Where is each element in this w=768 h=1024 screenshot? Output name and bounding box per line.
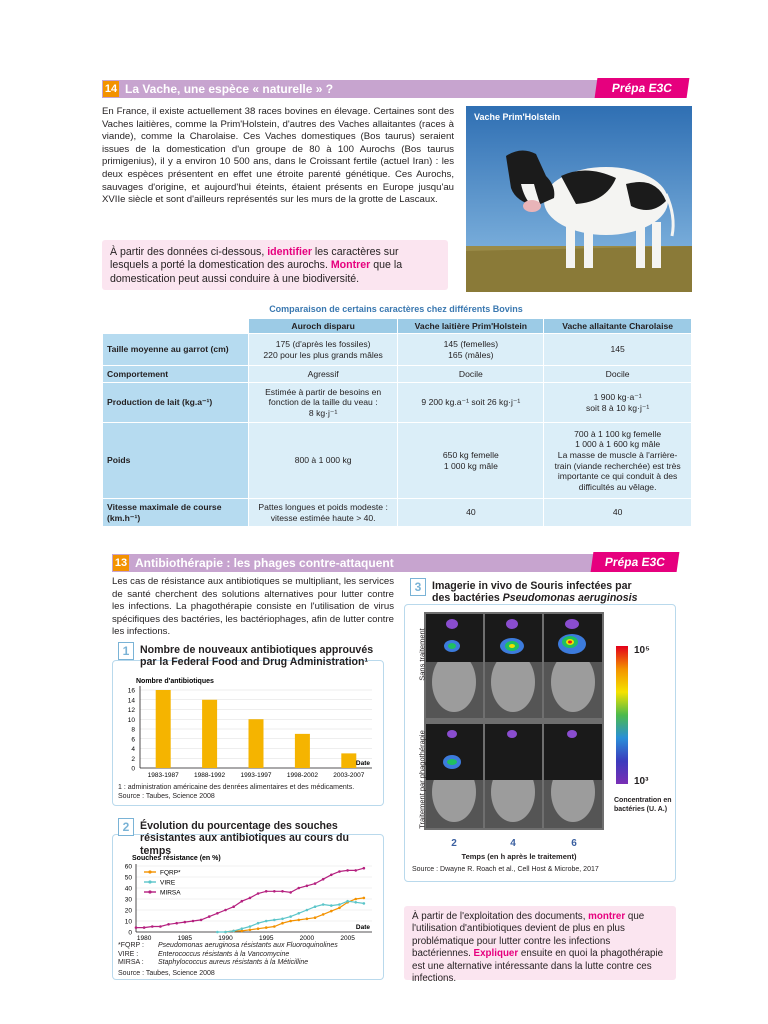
cow-photo bbox=[466, 106, 692, 292]
data-point bbox=[167, 923, 170, 926]
data-point bbox=[257, 927, 260, 930]
bar bbox=[202, 700, 217, 768]
data-point bbox=[232, 905, 235, 908]
legend-label: VIRE bbox=[160, 879, 176, 887]
data-point bbox=[314, 916, 317, 919]
data-point bbox=[306, 909, 309, 912]
note-row: VIRE : Enterococcus résistants à la Vancomycine bbox=[118, 950, 290, 958]
data-point bbox=[289, 891, 292, 894]
data-point bbox=[306, 885, 309, 888]
data-point bbox=[273, 925, 276, 928]
keyword-identifier: identifier bbox=[267, 246, 312, 258]
comparison-table bbox=[102, 318, 692, 527]
data-point bbox=[338, 870, 341, 873]
x-tick-label: 1983-1987 bbox=[147, 772, 179, 779]
data-point bbox=[330, 904, 333, 907]
data-point bbox=[208, 915, 211, 918]
task-box-13: À partir de l'exploitation des documents, montrer que l'utilisation d'antibiotiques devient de plus en plus problématique pour lutter contre les infections bactériennes. Expliquer ensuite en quoi la phagothérapie est une alternative intéressante dans la lutte contre ces infections. bbox=[404, 906, 676, 980]
footnote: 1 : administration américaine des denrées alimentaires et des médicaments. bbox=[118, 784, 355, 791]
data-point bbox=[330, 874, 333, 877]
chart-notes bbox=[118, 942, 380, 978]
task-box-14: À partir des données ci-dessous, identifier les caractères sur lesquels a porté la domestication des aurochs. Montrer que la domestication peut aussi conduire à une biodiversité. bbox=[102, 240, 448, 290]
data-point bbox=[281, 922, 284, 925]
table-cell: 800 à 1 000 kg bbox=[248, 423, 398, 499]
table-row bbox=[103, 366, 692, 383]
document-title: Nombre de nouveaux antibiotiques approuvés par la Federal Food and Drug Administration¹ bbox=[140, 644, 374, 669]
data-point bbox=[216, 912, 219, 915]
time-label: 6 bbox=[571, 838, 577, 849]
table-cell: 9 200 kg.a⁻¹ soit 26 kg·j⁻¹ bbox=[398, 383, 544, 423]
data-point bbox=[232, 930, 235, 933]
data-point bbox=[175, 922, 178, 925]
table-cell: Estimée à partir de besoins en fonction de la taille du veau : 8 kg·j⁻¹ bbox=[248, 383, 398, 423]
table-cell: 40 bbox=[398, 499, 544, 527]
table-row bbox=[103, 499, 692, 527]
data-point bbox=[265, 920, 268, 923]
data-point bbox=[143, 926, 146, 929]
y-tick-label: 10 bbox=[124, 918, 132, 926]
time-label: 2 bbox=[451, 838, 457, 849]
data-point bbox=[346, 900, 349, 903]
x-axis-label: Date bbox=[355, 760, 370, 767]
data-point bbox=[224, 931, 227, 934]
y-tick-label: 50 bbox=[124, 874, 132, 882]
data-point bbox=[314, 882, 317, 885]
data-point bbox=[363, 902, 366, 905]
data-point bbox=[346, 869, 349, 872]
data-point bbox=[249, 897, 252, 900]
document-number: 2 bbox=[118, 818, 134, 836]
data-point bbox=[200, 919, 203, 922]
legend-label: MIRSA bbox=[160, 889, 181, 897]
data-point bbox=[273, 890, 276, 893]
intro-text: Les cas de résistance aux antibiotiques se multipliant, les services de santé cherchent des solutions alternatives pour lutter contre les infections. La phagothérapie consiste en l'utilisation de virus spécifiques des bactéries, les bactériophages, afin de lutter contre les infections. bbox=[112, 576, 394, 638]
data-point bbox=[338, 907, 341, 910]
data-point bbox=[354, 901, 357, 904]
document-number: 3 bbox=[410, 578, 426, 596]
exercise-number: 13 bbox=[114, 557, 128, 569]
data-point bbox=[281, 890, 284, 893]
data-point bbox=[240, 900, 243, 903]
document-title: Évolution du pourcentage des souches résistantes aux antibiotiques au cours du temps bbox=[140, 820, 349, 857]
table-cell: 175 (d'après les fossiles) 220 pour les plus grands mâles bbox=[248, 334, 398, 366]
data-point bbox=[135, 926, 138, 929]
row-header: Comportement bbox=[103, 366, 249, 383]
y-tick-label: 0 bbox=[128, 929, 132, 937]
bar bbox=[156, 690, 171, 768]
document-title: Imagerie in vivo de Souris infectées par des bactéries Pseudomonas aeruginosis bbox=[432, 580, 638, 605]
exercise-title: Antibiothérapie : les phages contre-attaquent bbox=[135, 556, 394, 570]
color-scale bbox=[616, 646, 628, 784]
table-cell: Agressif bbox=[248, 366, 398, 383]
table-cell: Docile bbox=[544, 366, 692, 383]
data-point bbox=[289, 915, 292, 918]
prepa-e3c-badge: Prépa E3C bbox=[591, 552, 680, 572]
x-tick-label: 1988-1992 bbox=[194, 772, 226, 779]
line-chart-resistance bbox=[114, 852, 382, 942]
data-point bbox=[265, 890, 268, 893]
x-tick-label: 1980 bbox=[136, 935, 152, 942]
bar bbox=[249, 719, 264, 768]
x-axis-label: Date bbox=[355, 924, 370, 931]
data-point bbox=[354, 898, 357, 901]
data-point bbox=[354, 869, 357, 872]
y-tick-label: 60 bbox=[124, 863, 132, 871]
data-point bbox=[338, 903, 341, 906]
x-axis-label: Temps (en h après le traitement) bbox=[461, 852, 577, 861]
legend-marker bbox=[148, 880, 151, 883]
table-cell: 700 à 1 100 kg femelle 1 000 à 1 600 kg mâle La masse de muscle à l'arrière- train (viande recherchée) est très importante ce qui conduit à des difficultés au vêlage. bbox=[544, 423, 692, 499]
row-header: Vitesse maximale de course (km.h⁻¹) bbox=[103, 499, 249, 527]
data-point bbox=[314, 905, 317, 908]
y-tick-label: 16 bbox=[127, 687, 135, 695]
table-caption: Comparaison de certains caractères chez différents Bovins bbox=[269, 304, 523, 314]
column-header: Vache laitière Prim'Holstein bbox=[398, 319, 544, 334]
table-cell: 145 (femelles) 165 (mâles) bbox=[398, 334, 544, 366]
bar bbox=[341, 753, 356, 768]
data-point bbox=[151, 925, 154, 928]
y-tick-label: 12 bbox=[127, 707, 135, 714]
x-tick-label: 2000 bbox=[299, 935, 315, 942]
data-point bbox=[249, 925, 252, 928]
data-point bbox=[297, 912, 300, 915]
data-point bbox=[216, 931, 219, 934]
data-point bbox=[159, 925, 162, 928]
data-point bbox=[257, 892, 260, 895]
data-point bbox=[265, 926, 268, 929]
keyword-expliquer: Expliquer bbox=[473, 948, 519, 960]
x-tick-label: 1993-1997 bbox=[240, 772, 272, 779]
prepa-e3c-badge: Prépa E3C bbox=[595, 78, 690, 98]
data-point bbox=[330, 910, 333, 913]
row-header: Poids bbox=[103, 423, 249, 499]
scale-top-label: 10⁵ bbox=[634, 645, 650, 656]
y-tick-label: 8 bbox=[131, 726, 135, 734]
row-header: Production de lait (kg.a⁻¹) bbox=[103, 383, 249, 423]
data-point bbox=[192, 920, 195, 923]
data-point bbox=[363, 867, 366, 870]
y-tick-label: 0 bbox=[131, 765, 135, 773]
table-cell: 650 kg femelle 1 000 kg mâle bbox=[398, 423, 544, 499]
note-row: MIRSA : Staphylococcus aureus résistants à la Méticilline bbox=[118, 959, 309, 967]
data-point bbox=[257, 922, 260, 925]
y-tick-label: 30 bbox=[124, 896, 132, 904]
table-row bbox=[103, 334, 692, 366]
data-point bbox=[289, 920, 292, 923]
legend-label: FQRP* bbox=[160, 869, 181, 877]
data-point bbox=[297, 919, 300, 922]
data-point bbox=[184, 921, 187, 924]
y-tick-label: 6 bbox=[131, 736, 135, 744]
y-axis-label: Nombre d'antibiotiques bbox=[136, 678, 214, 685]
table-row bbox=[103, 423, 692, 499]
data-point bbox=[322, 913, 325, 916]
photo-caption: Vache Prim'Holstein bbox=[474, 112, 561, 122]
exercise-number: 14 bbox=[104, 83, 118, 95]
time-label: 4 bbox=[510, 838, 516, 849]
data-point bbox=[240, 927, 243, 930]
data-point bbox=[322, 903, 325, 906]
intro-text: En France, il existe actuellement 38 races bovines en élevage. Certaines sont des Vaches laitières, comme la Prim'Holstein, d'autres des Vaches allaitantes (races à viande), comme la Charolaise. Ces Vaches domestiques (Bos taurus) seraient issues de la domestication d'un groupe de 80 à 100 Aurochs (Bos taurus primigenius), il y a environ 10 500 ans, dans le Croissant fertile (actuel Iran) : les deux espèces présentent en effet une étroite parenté génétique. Ces Aurochs, sauvages d'origine, et aujourd'hui éteints, étaient présents en Europe jusqu'au XVIIe siècle et sont d'ailleurs représentés sur les murs de la grotte de Lascaux. bbox=[102, 106, 454, 206]
data-point bbox=[322, 878, 325, 881]
column-header: Vache allaitante Charolaise bbox=[544, 319, 692, 334]
y-tick-label: 10 bbox=[127, 716, 135, 724]
scale-label: Concentration en bactéries (U. A.) bbox=[614, 797, 672, 813]
row-label-untreated: Sans traitement bbox=[417, 628, 427, 681]
data-point bbox=[363, 897, 366, 900]
treated-row bbox=[426, 724, 602, 828]
row-label-treated: Traitement par phagothérapie bbox=[417, 730, 427, 829]
x-tick-label: 2005 bbox=[340, 935, 355, 942]
y-tick-label: 2 bbox=[131, 755, 135, 763]
scale-bottom-label: 10³ bbox=[634, 776, 649, 787]
x-tick-label: 1995 bbox=[258, 935, 274, 942]
table-cell: 40 bbox=[544, 499, 692, 527]
document-number: 1 bbox=[118, 642, 134, 660]
mouse-imaging-panels bbox=[424, 612, 604, 830]
y-tick-label: 20 bbox=[124, 907, 132, 915]
table-cell: Pattes longues et poids modeste : vitesse estimée haute > 40. bbox=[248, 499, 398, 527]
data-point bbox=[306, 918, 309, 921]
table-cell: Docile bbox=[398, 366, 544, 383]
x-tick-label: 2003-2007 bbox=[333, 772, 365, 779]
keyword-montrer: montrer bbox=[588, 911, 626, 922]
column-header: Auroch disparu bbox=[248, 319, 398, 334]
legend-marker bbox=[148, 890, 151, 893]
source: Source : Dwayne R. Roach et al., Cell Host & Microbe, 2017 bbox=[412, 866, 599, 873]
data-point bbox=[281, 918, 284, 921]
keyword-montrer: Montrer bbox=[330, 259, 371, 272]
table-row bbox=[103, 383, 692, 423]
table-cell: 1 900 kg·a⁻¹ soit 8 à 10 kg·j⁻¹ bbox=[544, 383, 692, 423]
exercise-title: La Vache, une espèce « naturelle » ? bbox=[125, 82, 334, 96]
data-point bbox=[297, 887, 300, 890]
y-tick-label: 14 bbox=[127, 697, 135, 705]
source: Source : Taubes, Science 2008 bbox=[118, 793, 215, 800]
data-point bbox=[249, 929, 252, 932]
exercise-14-header bbox=[102, 80, 608, 98]
source: Source : Taubes, Science 2008 bbox=[118, 969, 215, 977]
x-tick-label: 1998-2002 bbox=[286, 772, 318, 779]
row-header: Taille moyenne au garrot (cm) bbox=[103, 334, 249, 366]
exercise-13-header bbox=[112, 554, 606, 572]
bar bbox=[295, 734, 310, 768]
y-axis-label: Souches résistance (en %) bbox=[132, 855, 221, 862]
data-point bbox=[273, 919, 276, 922]
untreated-row bbox=[426, 614, 602, 718]
y-tick-label: 40 bbox=[124, 885, 132, 893]
x-tick-label: 1990 bbox=[218, 935, 233, 942]
bar-chart-antibiotics bbox=[114, 672, 382, 784]
table-cell: 145 bbox=[544, 334, 692, 366]
x-tick-label: 1985 bbox=[177, 935, 193, 942]
y-tick-label: 4 bbox=[131, 746, 135, 753]
data-point bbox=[224, 909, 227, 912]
note-row: *FQRP : Pseudomonas aeruginosa résistants aux Fluoroquinolines bbox=[118, 942, 338, 949]
legend-marker bbox=[148, 870, 151, 873]
